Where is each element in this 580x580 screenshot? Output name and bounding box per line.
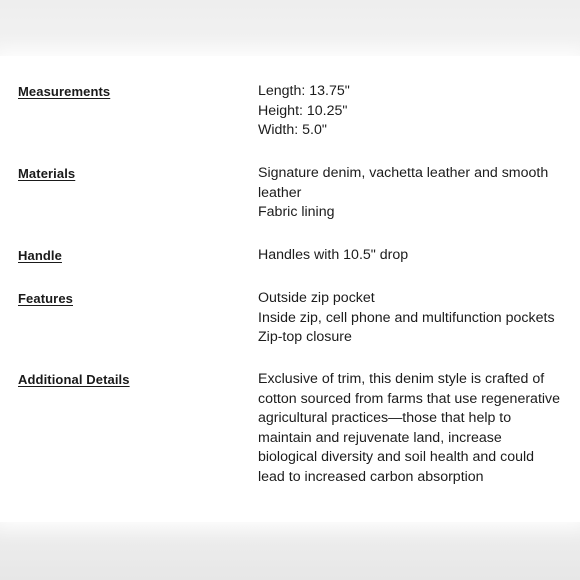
features-line-1: Outside zip pocket (258, 290, 375, 306)
materials-line-2: leather (258, 184, 302, 201)
materials-value (258, 164, 568, 223)
measurements-label: Measurements (18, 84, 111, 99)
materials-line-3: Fabric lining (258, 204, 335, 220)
materials-label: Materials (18, 166, 76, 181)
additional-details-text: Exclusive of trim, this denim style is crafted of cotton sourced from farms that use regenerative agricultural practices—those that help to maintain and rejuvenate land, increase biological diversity and soil health and could lead to increased carbon absorption (258, 371, 561, 485)
measurement-height: Height: 10.25" (258, 102, 348, 119)
product-details-card (0, 56, 580, 522)
features-line-3: Zip-top closure (258, 329, 352, 345)
measurement-length: Length: 13.75" (258, 83, 350, 99)
handle-label: Handle (18, 248, 62, 263)
features-value (258, 289, 568, 348)
features-line-2: Inside zip, cell phone and multifunction pockets (258, 309, 555, 326)
measurement-width: Width: 5.0" (258, 122, 327, 138)
measurements-value (258, 82, 568, 141)
features-label: Features (18, 291, 73, 306)
materials-line-1: Signature denim, vachetta leather and smooth (258, 165, 549, 181)
handle-value (258, 246, 568, 266)
additional-details-label: Additional Details (18, 372, 130, 387)
handle-line-1: Handles with 10.5" drop (258, 247, 409, 263)
additional-details-value (258, 370, 568, 487)
